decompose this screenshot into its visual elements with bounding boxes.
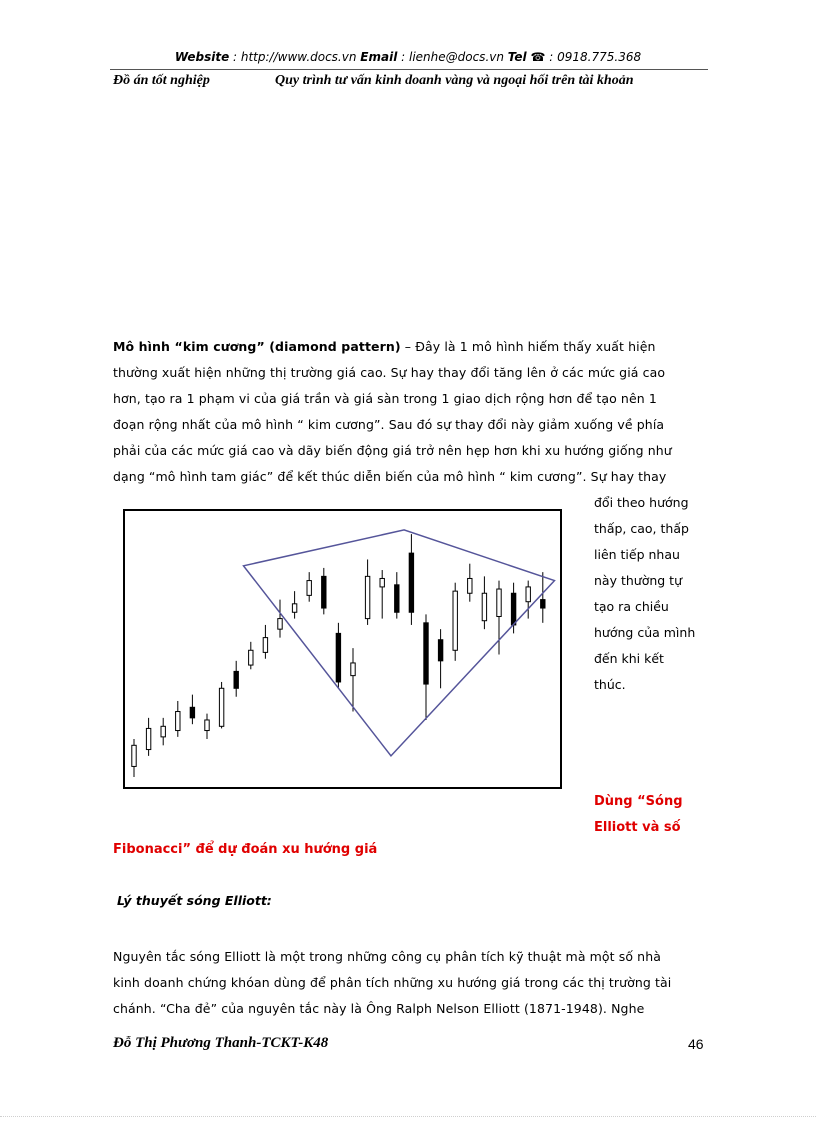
side-line: thúc. [594,677,626,692]
page-bottom-edge [0,1116,816,1117]
header-doc-title: Quy trình tư vấn kinh doanh vàng và ngoại hối trên tài khoản [275,73,634,88]
chart-frame [124,510,561,788]
side-line: thấp, cao, thấp [594,521,689,536]
paragraph-line: Nguyên tắc sóng Elliott là một trong những công cụ phân tích kỹ thuật mà một số nhà [113,949,661,964]
paragraph-line: đoạn rộng nhất của mô hình “ kim cương”. Sau đó sự thay đổi này giảm xuống về phía [113,417,665,432]
candle-body [511,593,515,625]
tel-value: : 0918.775.368 [545,50,642,64]
email-label: Email [360,50,398,64]
candle-body [146,728,150,749]
side-line: tạo ra chiều [594,599,669,614]
candle-body [307,581,311,596]
candle-body [322,576,326,608]
candle-body [497,589,501,616]
candle-body [205,720,209,731]
header-doc-type: Đồ án tốt nghiệp [113,73,210,88]
candle-body [176,712,180,731]
candle-body [409,553,413,612]
candle-body [365,576,369,618]
candle-body [453,591,457,650]
candle-body [161,726,165,737]
candle-body [482,593,486,620]
heading-line: Elliott và số [594,820,681,835]
candle-body [249,650,253,665]
side-line: này thường tự [594,573,683,588]
side-line: đổi theo hướng [594,495,689,510]
paragraph-line: chánh. “Cha đẻ” của nguyên tắc này là Ông Ralph Nelson Elliott (1871-1948). Nghe [113,1001,645,1016]
site-contact-bar [0,50,816,64]
candle-body [468,578,472,593]
candle-body [292,604,296,612]
subheading-elliott: Lý thuyết sóng Elliott: [117,893,272,908]
candle-body [351,663,355,676]
diamond-pattern-chart [121,507,564,791]
side-line: liên tiếp nhau [594,547,680,562]
diamond-pattern-paragraph [113,334,713,490]
website-label: Website [174,50,230,64]
candle-body [395,585,399,612]
email-value: : lienhe@docs.vn [397,50,508,64]
candle-body [424,623,428,684]
candle-body [526,587,530,602]
section-heading-side [594,789,683,841]
candle-body [278,619,282,630]
paragraph-line: dạng “mô hình tam giác” để kết thúc diễn biến của mô hình “ kim cương”. Sự hay thay [113,469,667,484]
candle-body [541,600,545,608]
paragraph-line: phải của các mức giá cao và dãy biến động giá trở nên hẹp hơn khi xu hướng giống như [113,443,672,458]
candle-body [438,640,442,661]
paragraph-line: – Đây là 1 mô hình hiếm thấy xuất hiện [400,339,656,354]
candle-body [190,707,194,718]
paragraph-lead: Mô hình “kim cương” (diamond pattern) [113,339,401,354]
side-line: đến khi kết [594,651,664,666]
tel-label: Tel [507,50,527,64]
heading-line: Dùng “Sóng [594,794,683,809]
candle-body [263,638,267,653]
candle-body [132,745,136,766]
side-line: hướng của mình [594,625,696,640]
footer-author: Đỗ Thị Phương Thanh-TCKT-K48 [113,1035,329,1051]
page-number: 46 [688,1036,704,1052]
candle-body [219,688,223,726]
paragraph-line: hơn, tạo ra 1 phạm vi của giá trần và giá sàn trong 1 giao dịch rộng hơn để tạo nên 1 [113,391,657,406]
paragraph-side-text [594,490,704,698]
candle-body [336,633,340,682]
paragraph-line: thường xuất hiện những thị trường giá cao. Sự hay thay đổi tăng lên ở các mức giá cao [113,365,666,380]
elliott-paragraph [113,944,713,1022]
paragraph-line: kinh doanh chứng khóan dùng để phân tích những xu hướng giá trong các thị trường tài [113,975,672,990]
section-heading: Fibonacci” để dự đoán xu hướng giá [113,842,378,857]
website-value: : http://www.docs.vn [229,50,361,64]
candle-body [234,671,238,688]
header-divider [110,69,708,70]
phone-icon: ☎ [530,50,546,64]
candle-body [380,578,384,586]
